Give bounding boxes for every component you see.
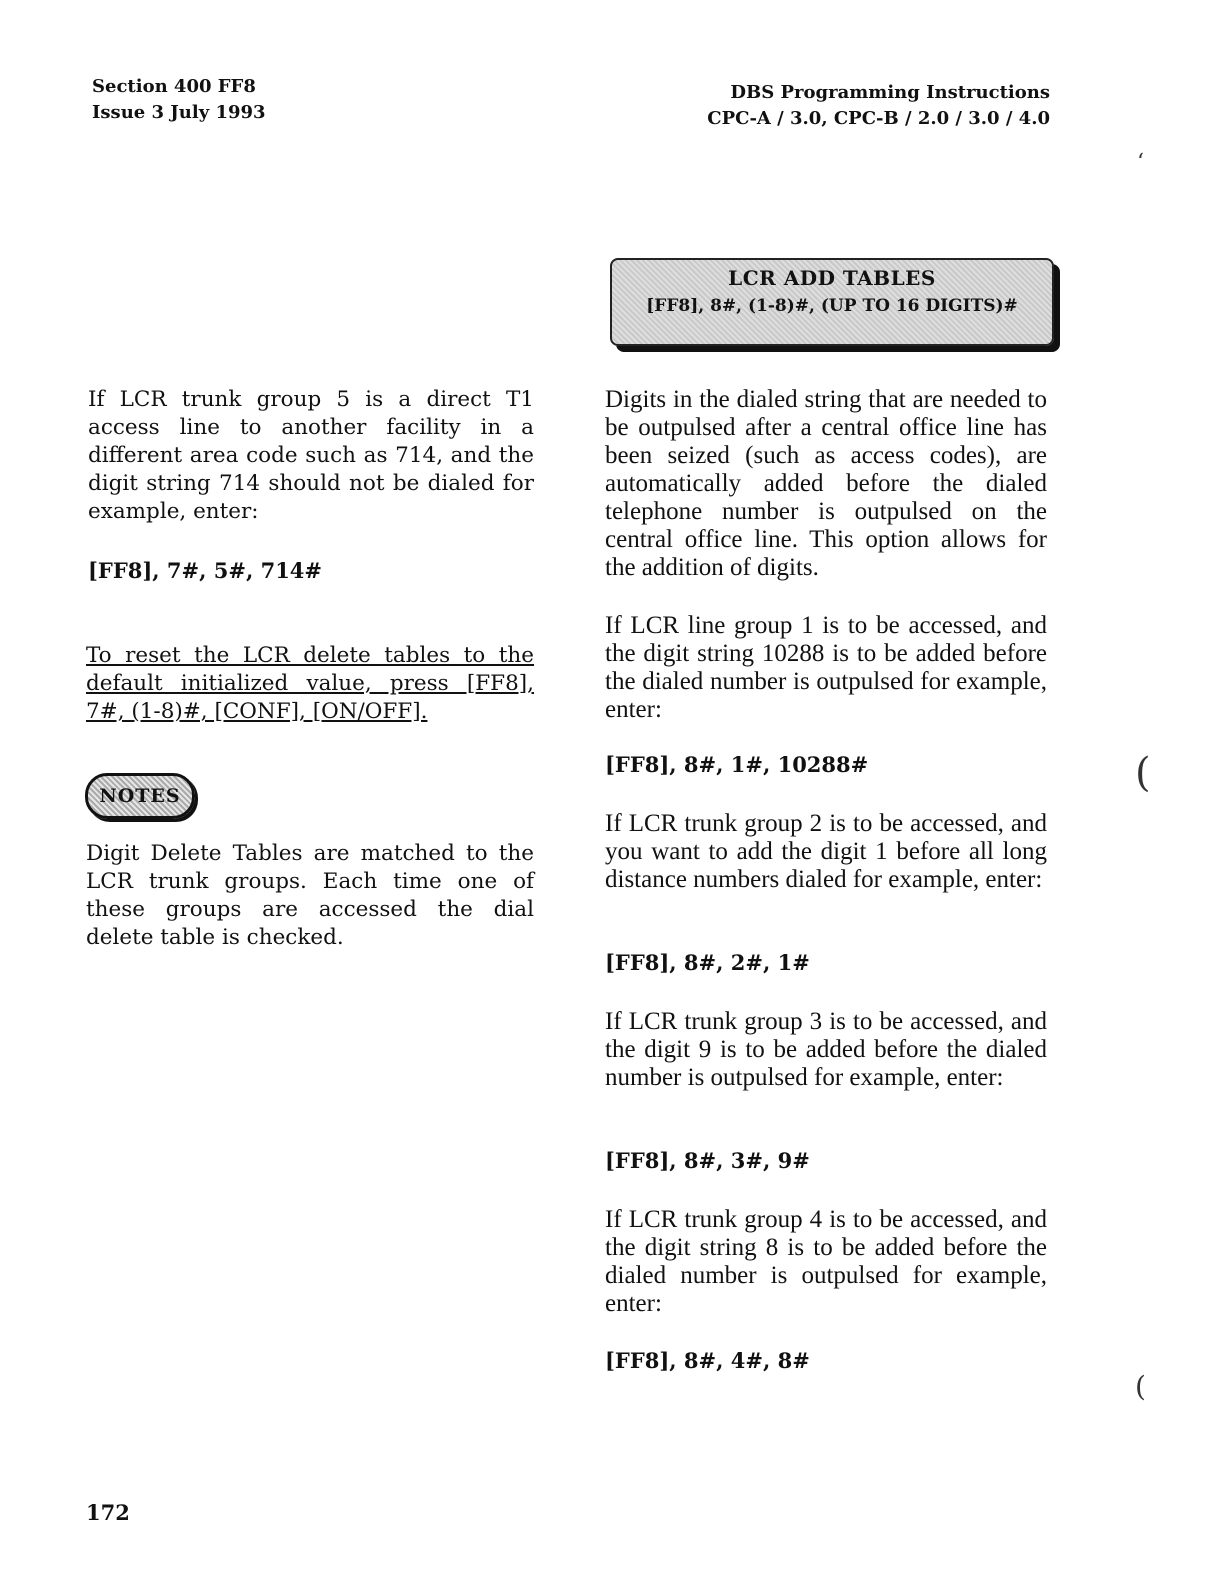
right-command-3: [FF8], 8#, 3#, 9# [605,1148,810,1173]
right-intro: Digits in the dialed string that are needed to be outpulsed after a central office line has been seized (such as access codes), are automatically added before the dialed telephone number is outpulsed on the central office line. This option allows for the addition of digits. [605,386,1047,581]
reset-note: To reset the LCR delete tables to the default initialized value, press [FF8], 7#, (1-8)#, [CONF], [ON/OFF]. [86,643,534,724]
right-example-1: If LCR line group 1 is to be accessed, and the digit string 10288 is to be added before the dialed number is outpulsed for example, enter: [605,612,1047,723]
right-example-3: If LCR trunk group 3 is to be accessed, and the digit 9 is to be added before the dialed number is outpulsed for example, enter: [605,1008,1047,1091]
issue-date: Issue 3 July 1993 [92,102,266,123]
right-command-1: [FF8], 8#, 1#, 10288# [605,752,869,777]
right-example-2: If LCR trunk group 2 is to be accessed, and you want to add the digit 1 before all long distance numbers dialed for example, enter: [605,810,1047,893]
section-label: Section 400 FF8 [92,76,256,97]
left-paragraph-1: If LCR trunk group 5 is a direct T1 access line to another facility in a different area code such as 714, and the digit string 714 should not be dialed for example, enter: [88,387,534,524]
page-number: 172 [86,1500,130,1525]
notes-text: Digit Delete Tables are matched to the LCR trunk groups. Each time one of these groups are accessed the dial delete table is checked. [86,841,534,950]
version-info: CPC-A / 3.0, CPC-B / 2.0 / 3.0 / 4.0 [707,108,1050,129]
right-command-2: [FF8], 8#, 2#, 1# [605,950,810,975]
left-command-1: [FF8], 7#, 5#, 714# [88,558,323,583]
right-command-4: [FF8], 8#, 4#, 8# [605,1348,810,1373]
margin-mark-bottom: ( [1135,1370,1146,1403]
header-left [92,74,452,126]
notes-badge: NOTES [85,773,195,819]
right-example-4: If LCR trunk group 4 is to be accessed, and the digit string 8 is to be added before the dialed number is outpulsed for example, enter: [605,1206,1047,1317]
margin-mark-middle: ( [1135,750,1151,796]
margin-mark-top: ʻ [1137,150,1144,175]
feature-code: [FF8], 8#, (1-8)#, (UP TO 16 DIGITS)# [646,296,1018,316]
feature-title: LCR ADD TABLES [728,266,936,290]
feature-title-box [610,258,1054,346]
doc-title: DBS Programming Instructions [730,82,1050,103]
header-right [600,80,1050,132]
